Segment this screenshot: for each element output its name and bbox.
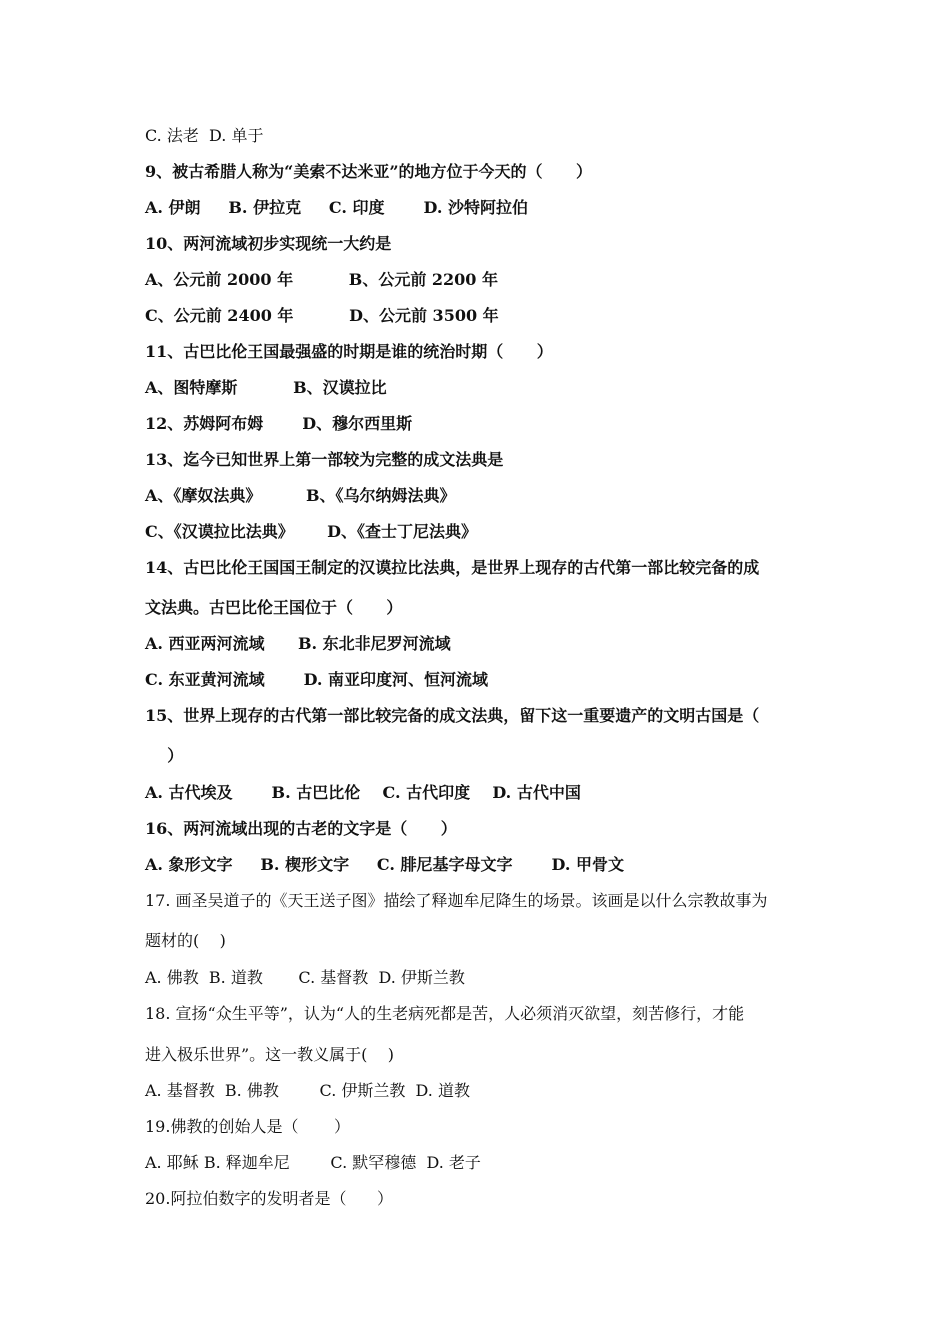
q13-stem: 13、迄今已知世界上第一部较为完整的成文法典是 <box>145 450 504 469</box>
q10-options-cd: C、公元前 2400 年 D、公元前 3500 年 <box>145 306 499 325</box>
q20-stem: 20.阿拉伯数字的发明者是（ ） <box>145 1189 393 1208</box>
q17-options: A. 佛教 B. 道教 C. 基督教 D. 伊斯兰教 <box>145 968 465 987</box>
q11-stem: 11、古巴比伦王国最强盛的时期是谁的统治时期（ ） <box>145 342 553 361</box>
q9-options: A. 伊朗 B. 伊拉克 C. 印度 D. 沙特阿拉伯 <box>145 198 528 217</box>
q19-stem: 19.佛教的创始人是（ ） <box>145 1117 351 1136</box>
q15-stem-line1: 15、世界上现存的古代第一部比较完备的成文法典，留下这一重要遗产的文明古国是（ <box>145 706 760 725</box>
q17-stem-line2: 题材的( ) <box>145 931 226 950</box>
q19-options: A. 耶稣 B. 释迦牟尼 C. 默罕穆德 D. 老子 <box>145 1153 481 1172</box>
q17-stem-line1: 17. 画圣吴道子的《天王送子图》描绘了释迦牟尼降生的场景。该画是以什么宗教故事为 <box>145 891 768 910</box>
q14-stem-line2: 文法典。古巴比伦王国位于（ ） <box>145 598 403 617</box>
q8-options-cd: C. 法老 D. 单于 <box>145 126 264 145</box>
q14-options-ab: A. 西亚两河流域 B. 东北非尼罗河流域 <box>145 634 451 653</box>
q16-stem: 16、两河流域出现的古老的文字是（ ） <box>145 819 457 838</box>
q13-options-ab: A、《摩奴法典》 B、《乌尔纳姆法典》 <box>145 486 456 505</box>
q11-options-ab: A、图特摩斯 B、汉谟拉比 <box>145 378 387 397</box>
q9-stem: 9、被古希腊人称为“美索不达米亚”的地方位于今天的（ ） <box>145 162 592 181</box>
q16-options: A. 象形文字 B. 楔形文字 C. 腓尼基字母文字 D. 甲骨文 <box>145 855 624 874</box>
q15-stem-line2: ） <box>145 746 184 765</box>
q18-stem-line1: 18. 宣扬“众生平等”，认为“人的生老病死都是苦，人必须消灭欲望，刻苦修行，才能 <box>145 1004 745 1023</box>
q11-options-cd: 12、苏姆阿布姆 D、穆尔西里斯 <box>145 414 413 433</box>
q18-stem-line2: 进入极乐世界”。这一教义属于( ) <box>145 1045 395 1064</box>
q15-options: A. 古代埃及 B. 古巴比伦 C. 古代印度 D. 古代中国 <box>145 783 581 802</box>
q18-options: A. 基督教 B. 佛教 C. 伊斯兰教 D. 道教 <box>145 1081 470 1100</box>
q14-stem-line1: 14、古巴比伦王国国王制定的汉谟拉比法典，是世界上现存的古代第一部比较完备的成 <box>145 558 760 577</box>
q14-options-cd: C. 东亚黄河流域 D. 南亚印度河、恒河流域 <box>145 670 489 689</box>
q10-stem: 10、两河流域初步实现统一大约是 <box>145 234 392 253</box>
q10-options-ab: A、公元前 2000 年 B、公元前 2200 年 <box>145 270 498 289</box>
q13-options-cd: C、《汉谟拉比法典》 D、《查士丁尼法典》 <box>145 522 478 541</box>
